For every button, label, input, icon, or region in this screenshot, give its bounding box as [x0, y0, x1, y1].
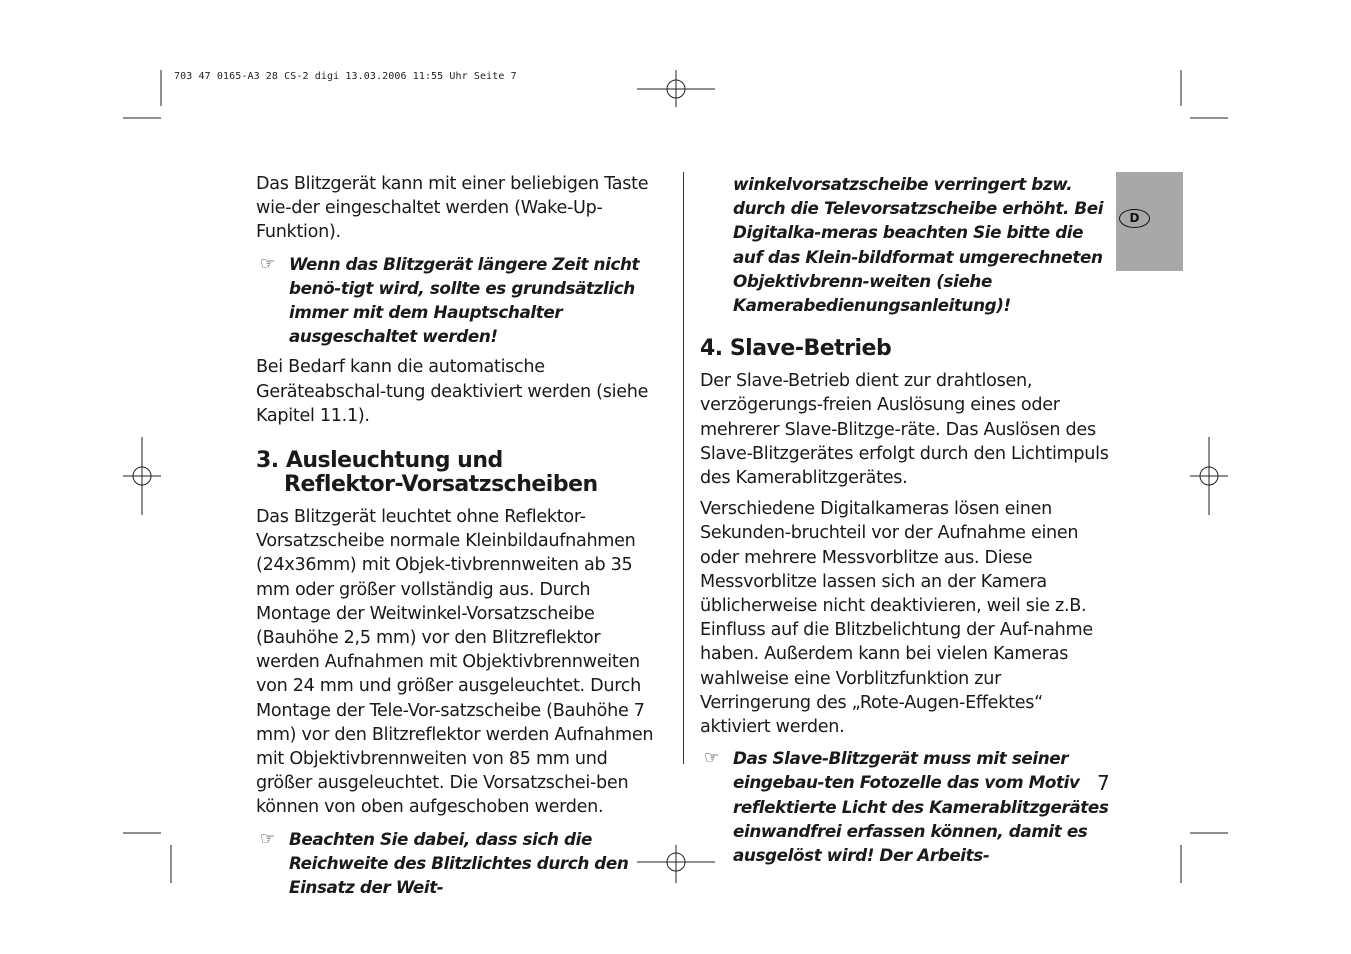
- right-column: [700, 172, 1112, 874]
- section-heading-3-line2: Reflektor-Vorsatzscheiben: [284, 472, 598, 498]
- language-badge: D: [1119, 209, 1150, 228]
- reflector-paragraph: Das Blitzgerät leuchtet ohne Reflektor-Vorsatzscheibe normale Kleinbildaufnahmen (24x36mm) mit Objek-tivbrennweiten ab 35 mm oder größer vollständig aus. Durch Montage der Weitwinkel-Vorsatzscheibe (Bauhöhe 2,5 mm) vor den Blitzreflektor werden Aufnahmen mit Objektivbrennweiten von 24 mm und größer ausgeleuchtet. Durch Montage der Tele-Vor-satzscheibe (Bauhöhe 7 mm) vor den Blitzreflektor werden Aufnahmen mit Objektivbrennweiten von 85 mm und größer ausgeleuchtet. Die Vorsatzschei-ben können von oben aufgeschoben werden.: [256, 507, 654, 818]
- crosshair-icon: [123, 437, 161, 515]
- note-callout: [256, 252, 668, 349]
- section-heading-3: [256, 449, 668, 497]
- column-divider: [683, 172, 684, 764]
- page-number: 7: [1097, 771, 1110, 795]
- note-callout: [700, 746, 1112, 867]
- auto-off-paragraph: Bei Bedarf kann die automatische Geräteabschal-tung deaktiviert werden (siehe Kapitel 11.1).: [256, 357, 649, 426]
- slave-paragraph-1: Der Slave-Betrieb dient zur drahtlosen, verzögerungs-freien Auslösung eines oder mehrerer Slave-Blitzge-räte. Das Auslösen des Slave-Blitzgerätes erfolgt durch den Lichtimpuls des Kamerablitzgerätes.: [700, 371, 1109, 489]
- intro-paragraph: Das Blitzgerät kann mit einer beliebigen Taste wie-der eingeschaltet werden (Wake-Up-Funktion).: [256, 174, 649, 243]
- crosshair-icon: [1190, 437, 1228, 515]
- section-heading-4: 4. Slave-Betrieb: [700, 336, 892, 362]
- pointing-hand-icon: ☞: [260, 828, 275, 849]
- note-text: Beachten Sie dabei, dass sich die Reichweite des Blitzlichtes durch den Einsatz der Weit-: [289, 828, 629, 898]
- section-heading-3-line1: 3. Ausleuchtung und: [256, 448, 503, 474]
- note-callout: [256, 827, 668, 900]
- pointing-hand-icon: ☞: [704, 748, 719, 769]
- slave-paragraph-2: Verschiedene Digitalkameras lösen einen Sekunden-bruchteil vor der Aufnahme einen oder mehrere Messvorblitze aus. Diese Messvorblitze lassen sich an der Kamera üblicherweise nicht deaktivieren, weil sie z.B. Einfluss auf die Blitzbelichtung der Auf-nahme haben. Außerdem kann bei vielen Kameras wahlweise eine Vorblitzfunktion zur Verringerung des „Rote-Augen-Effektes“ aktiviert werden.: [700, 499, 1093, 738]
- print-slug: 703 47 0165-A3 28 CS-2 digi 13.03.2006 11:55 Uhr Seite 7: [174, 71, 517, 82]
- note-text: Wenn das Blitzgerät längere Zeit nicht benö-tigt wird, sollte es grundsätzlich immer mit dem Hauptschalter ausgeschaltet werden!: [289, 253, 640, 347]
- note-continuation: winkelvorsatzscheibe verringert bzw. durch die Televorsatzscheibe erhöht. Bei Digitalka-meras beachten Sie bitte die auf das Klein-bildformat umgerechneten Objektivbrenn-weiten (siehe Kamerabedienungsanleitung)!: [733, 174, 1104, 316]
- note-text: Das Slave-Blitzgerät muss mit seiner eingebau-ten Fotozelle das vom Motiv reflektierte Licht des Kamerablitzgerätes einwandfrei erfassen können, damit es ausgelöst wird! Der Arbeits-: [733, 748, 1109, 866]
- left-column: [256, 172, 668, 906]
- language-tab: [1116, 172, 1183, 271]
- pointing-hand-icon: ☞: [260, 253, 275, 274]
- crosshair-icon: [637, 70, 715, 107]
